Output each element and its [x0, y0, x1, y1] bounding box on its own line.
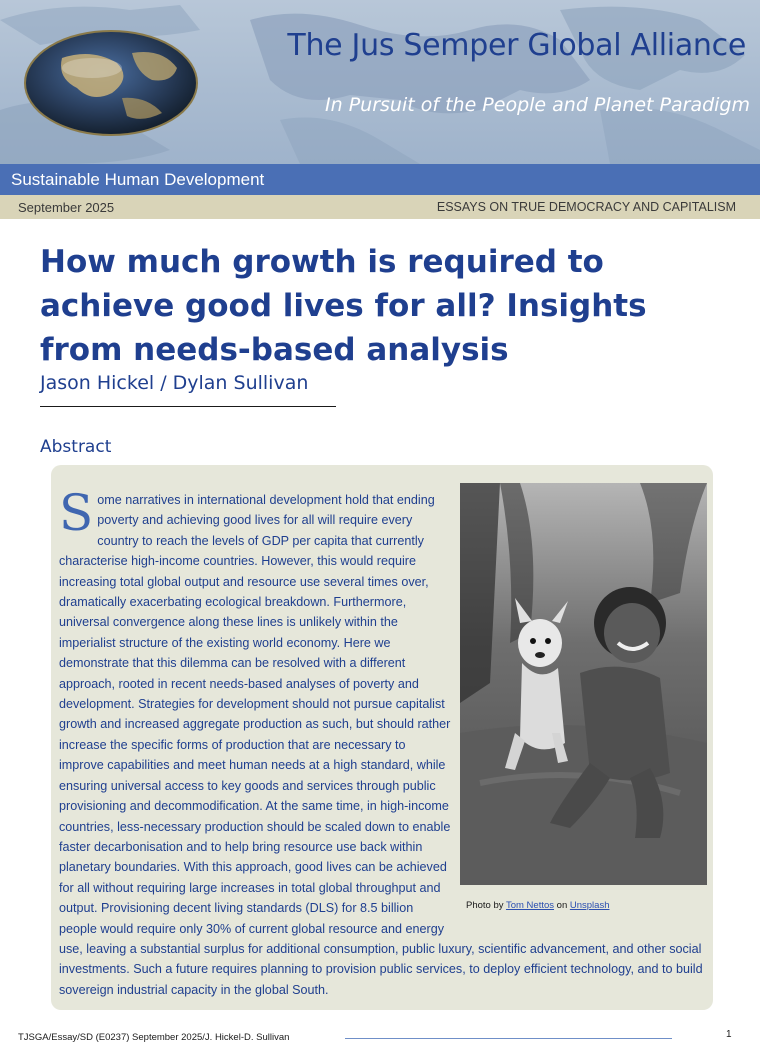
meta-bar — [0, 195, 760, 219]
org-title: The Jus Semper Global Alliance — [287, 28, 746, 63]
issue-date: September 2025 — [18, 200, 115, 215]
source-link[interactable]: Unsplash — [569, 900, 610, 911]
section-label: Sustainable Human Development — [11, 170, 265, 189]
globe-icon — [22, 28, 200, 138]
photographer-link[interactable]: Tom Nettos — [505, 900, 555, 911]
org-tagline: In Pursuit of the People and Planet Paradigm — [325, 94, 750, 116]
authors: Jason Hickel / Dylan Sullivan — [40, 372, 309, 394]
drop-cap: S — [59, 484, 94, 542]
abstract-body: ome narratives in international development hold that ending poverty and achieving good lives for all will require every country to reach the levels of GDP per capita that currently characterise high-income countries. However, this would require increasing total global output and resource use several times over, dramatically exacerbating ecological breakdown. Furthermore, universal convergence along these lines is unlikely within the imperialist structure of the existing world economy. Here we demonstrate that this dilemma can be resolved with a different approach, rooted in recent needs-based analyses of poverty and development. Strategies for development should not pursue capitalist growth and increased aggregate production as such, but should rather increase the specific forms of production that are necessary to improve capabilities and meet human needs at a high standard, while ensuring universal access to key goods and services through public provisioning and decommodification. At the same time, in high-income countries, less-necessary production should be scaled down to enable faster decarbonisation and to help bring resource use back within planetary boundaries. With this approach, good lives can be achieved for all without requiring large increases in total global throughput and output. Provisioning decent living standards (DLS) for 8.5 billion people would require only 30% of current global resource and energy use, leaving a substantial surplus for additional consumption, public luxury, scientific advancement, and other social investments. Such a future requires planning to provision public services, to deploy efficient technology, and to build sovereign industrial capacity in the global South. — [59, 493, 703, 997]
footer-divider — [345, 1038, 672, 1039]
child-with-dog-photo — [460, 483, 707, 885]
section-bar — [0, 164, 760, 195]
caption-prefix: Photo by — [466, 900, 504, 911]
footer-reference: TJSGA/Essay/SD (E0237) September 2025/J. Hickel-D. Sullivan — [18, 1032, 290, 1043]
header-banner — [0, 0, 760, 164]
abstract-heading: Abstract — [40, 437, 112, 457]
essay-title: How much growth is required to achieve good lives for all? Insights from needs-based analysis — [40, 244, 647, 368]
abstract-photo — [460, 483, 707, 885]
caption-mid: on — [556, 900, 568, 911]
page-number: 1 — [726, 1029, 732, 1040]
author-divider — [40, 406, 336, 407]
series-label: ESSAYS ON TRUE DEMOCRACY AND CAPITALISM — [436, 200, 736, 214]
photo-caption — [466, 900, 609, 911]
